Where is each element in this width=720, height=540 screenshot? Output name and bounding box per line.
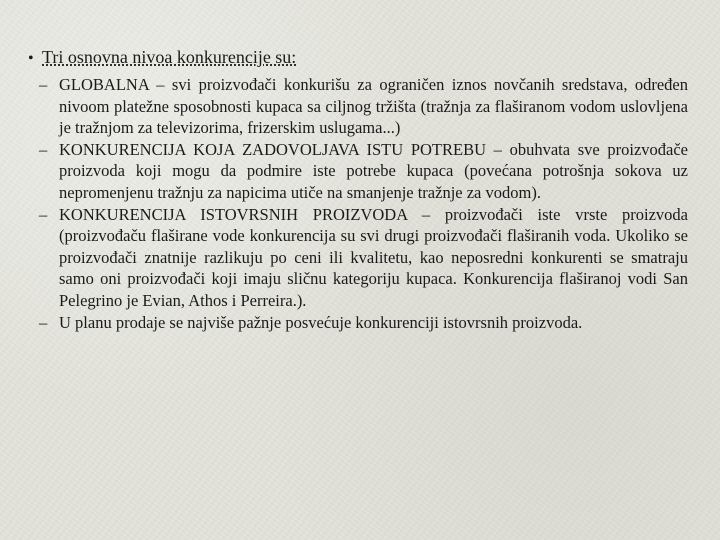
list-item-text: KONKURENCIJA KOJA ZADOVOLJAVA ISTU POTREBU – obuhvata sve proizvođače proizvoda koji mogu da podmire iste potrebe kupaca (povećana potrošnja sokova uz nepromenjenu tražnju za napicima utiče na smanjenje tražnje za vodom). — [59, 139, 688, 202]
list-item-text: GLOBALNA – svi proizvođači konkurišu za ograničen iznos novčanih sredstava, određen nivoom platežne sposobnosti kupaca sa ciljnog tržišta (tražnja za flaširanom vodom uslovljena je tražnjom za televizorima, frizerskim uslugama...) — [59, 75, 688, 138]
list-item — [34, 139, 688, 204]
sub-bullet-list — [34, 74, 688, 333]
dash-icon: – — [39, 312, 48, 332]
list-item — [34, 204, 688, 312]
dash-icon: – — [39, 139, 48, 159]
bullet-icon: • — [28, 50, 34, 67]
dash-icon: – — [39, 75, 48, 94]
slide-heading: Tri osnovna nivoa konkurencije su: — [42, 47, 297, 67]
list-item-text: U planu prodaje se najviše pažnje posvećuje konkurenciji istovrsnih proizvoda. — [59, 312, 583, 332]
list-item — [34, 74, 688, 139]
dash-icon: – — [39, 204, 48, 224]
list-item-text: KONKURENCIJA ISTOVRSNIH PROIZVODA – proizvođači iste vrste proizvoda (proizvođaču flaširane vode konkurencija su svi drugi proizvođači flaširanih voda. Ukoliko se proizvođači znatnije razlikuju po ceni ili kvalitetu, kao neposredni konkurenti se smatraju samo oni proizvođači koji imaju sličnu kategoriju kupaca. Konkurencija flaširanoj vodi San Pelegrino je Evian, Athos i Perreira.). — [59, 204, 688, 310]
main-bullet — [28, 46, 296, 70]
list-item — [34, 312, 688, 334]
